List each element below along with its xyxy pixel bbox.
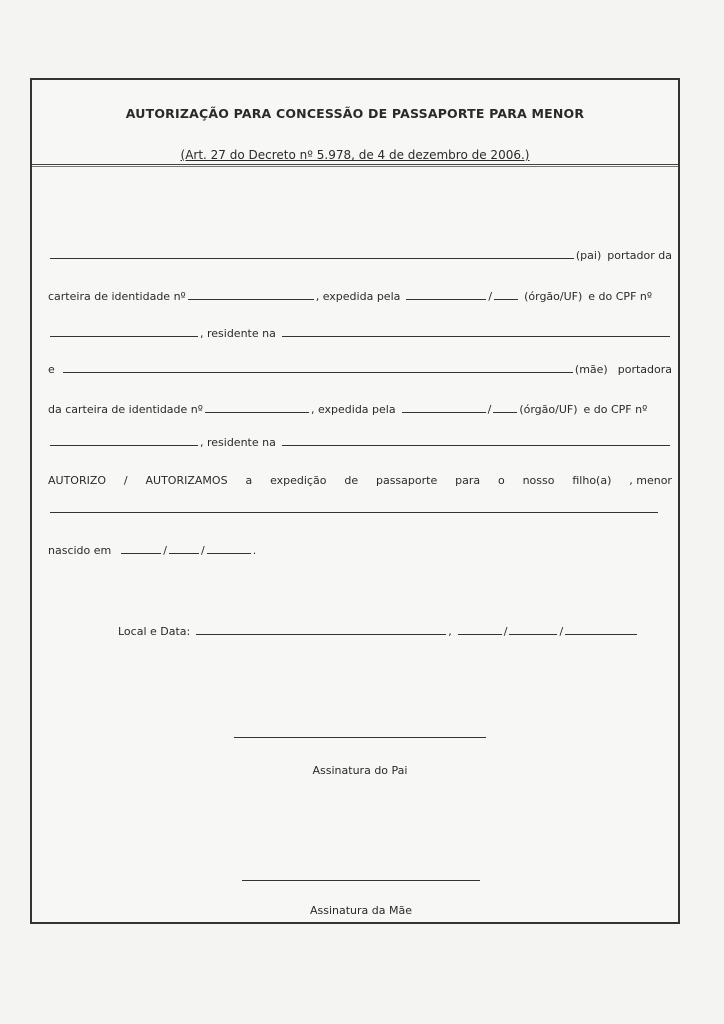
father-cpf-label: e do CPF nº bbox=[588, 290, 653, 303]
form-frame bbox=[30, 78, 680, 924]
local-date-label: Local e Data: bbox=[118, 625, 191, 638]
father-signature-line[interactable] bbox=[234, 737, 486, 738]
de-text: de bbox=[344, 474, 359, 487]
autorizo-text: AUTORIZO bbox=[48, 474, 107, 487]
father-signature-label: Assinatura do Pai bbox=[312, 764, 408, 777]
nosso-text: nosso bbox=[522, 474, 555, 487]
birth-row bbox=[48, 539, 672, 557]
mother-uf-field[interactable] bbox=[493, 411, 517, 413]
expedicao-text: expedição bbox=[270, 474, 327, 487]
father-portador-text: portador da bbox=[607, 249, 672, 262]
local-field[interactable] bbox=[196, 633, 446, 635]
father-orgao-label: (órgão/UF) bbox=[524, 290, 583, 303]
local-date-row bbox=[118, 620, 658, 638]
mother-signature-label: Assinatura da Mãe bbox=[309, 904, 413, 917]
father-residence-row bbox=[48, 322, 672, 340]
child-name-field[interactable] bbox=[50, 511, 658, 513]
passaporte-text: passaporte bbox=[375, 474, 438, 487]
father-orgao-slash: / bbox=[488, 290, 493, 303]
autorizamos-text: AUTORIZAMOS bbox=[145, 474, 228, 487]
a-text: a bbox=[245, 474, 253, 487]
mother-prefix: e bbox=[48, 363, 55, 376]
father-address-field[interactable] bbox=[282, 335, 670, 337]
date-year-field[interactable] bbox=[565, 633, 637, 635]
father-id-field[interactable] bbox=[188, 298, 314, 300]
father-orgao-field[interactable] bbox=[406, 298, 486, 300]
o-text: o bbox=[497, 474, 505, 487]
birth-slash-2: / bbox=[200, 544, 205, 557]
mother-id-row bbox=[48, 398, 672, 416]
father-uf-field[interactable] bbox=[494, 298, 518, 300]
father-name-row bbox=[48, 244, 672, 262]
birth-label: nascido em bbox=[48, 544, 112, 557]
mother-signature-line[interactable] bbox=[242, 880, 480, 881]
form-subtitle: (Art. 27 do Decreto nº 5.978, de 4 de dezembro de 2006.) bbox=[180, 148, 530, 162]
father-role-label: (pai) bbox=[575, 249, 602, 262]
mother-cpf-label: e do CPF nº bbox=[583, 403, 648, 416]
father-cpf-field[interactable] bbox=[50, 335, 198, 337]
birth-month-field[interactable] bbox=[169, 552, 199, 554]
mother-residente-label: , residente na bbox=[200, 436, 276, 449]
para-text: para bbox=[455, 474, 481, 487]
menor-text: , menor bbox=[629, 474, 672, 487]
form-title: AUTORIZAÇÃO PARA CONCESSÃO DE PASSAPORTE PARA MENOR bbox=[125, 106, 585, 121]
mother-portadora-text: portadora bbox=[617, 363, 672, 376]
form-header bbox=[32, 80, 678, 165]
mother-orgao-label: (órgão/UF) bbox=[519, 403, 578, 416]
mother-residence-row bbox=[48, 431, 672, 449]
date-month-field[interactable] bbox=[509, 633, 557, 635]
mother-cpf-field[interactable] bbox=[50, 444, 198, 446]
father-residente-label: , residente na bbox=[200, 327, 276, 340]
mother-orgao-field[interactable] bbox=[402, 411, 486, 413]
child-name-row bbox=[48, 498, 660, 516]
father-expedida-label: , expedida pela bbox=[315, 290, 401, 303]
mother-id-label: da carteira de identidade nº bbox=[48, 403, 203, 416]
date-day-field[interactable] bbox=[458, 633, 502, 635]
date-slash-2: / bbox=[559, 625, 564, 638]
birth-slash-1: / bbox=[163, 544, 167, 557]
mother-address-field[interactable] bbox=[282, 444, 670, 446]
father-name-field[interactable] bbox=[50, 257, 574, 259]
mother-name-field[interactable] bbox=[63, 371, 573, 373]
filho-text: filho(a) bbox=[572, 474, 612, 487]
local-comma: , bbox=[448, 625, 452, 638]
mother-id-field[interactable] bbox=[205, 411, 309, 413]
header-divider bbox=[32, 166, 678, 167]
birth-year-field[interactable] bbox=[207, 552, 251, 554]
father-id-label: carteira de identidade nº bbox=[48, 290, 186, 303]
date-slash-1: / bbox=[503, 625, 508, 638]
mother-role-label: (mãe) bbox=[574, 363, 608, 376]
mother-name-row bbox=[48, 358, 672, 376]
mother-orgao-slash: / bbox=[487, 403, 492, 416]
autorizo-slash: / bbox=[123, 474, 128, 487]
father-id-row bbox=[48, 285, 672, 303]
mother-expedida-label: , expedida pela bbox=[310, 403, 396, 416]
birth-end: . bbox=[252, 544, 257, 557]
authorization-row bbox=[48, 469, 672, 487]
birth-day-field[interactable] bbox=[121, 552, 161, 554]
